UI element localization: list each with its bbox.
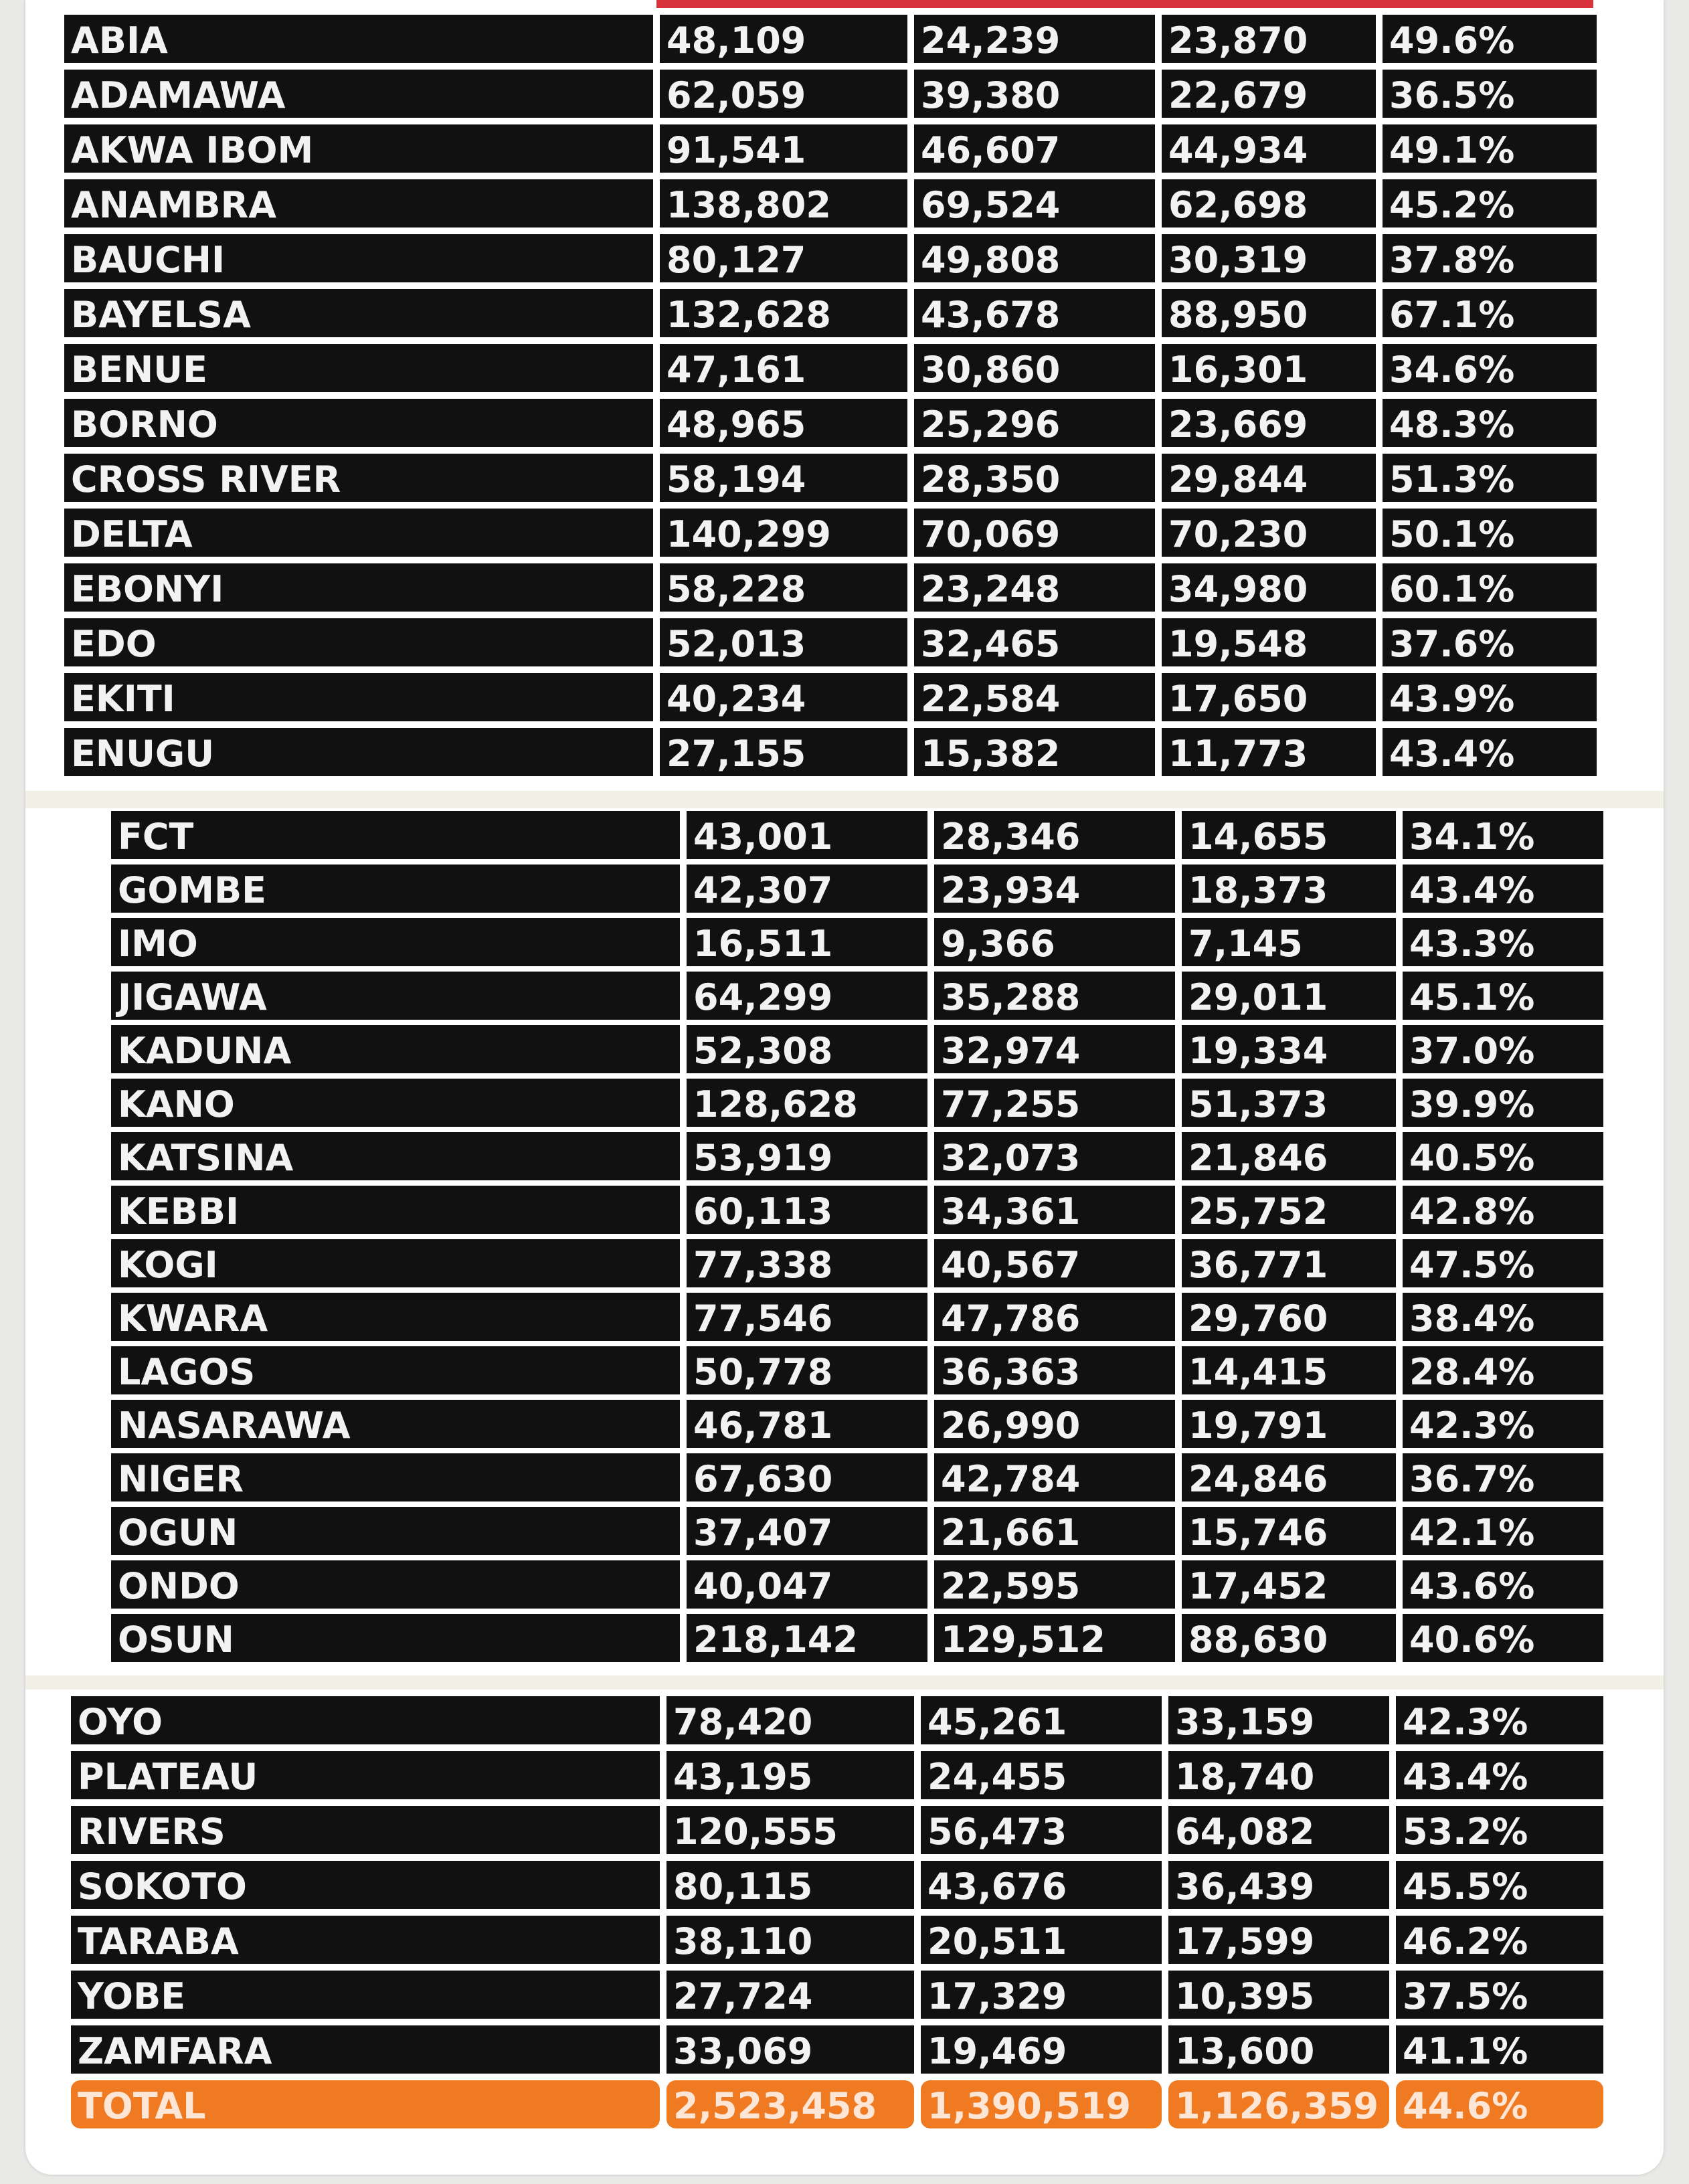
- completed-cell: 2,523,458: [666, 2080, 914, 2128]
- percent-cell: 47.5%: [1403, 1239, 1603, 1287]
- invalid-cell: 36,771: [1182, 1239, 1396, 1287]
- valid-cell: 46,607: [914, 124, 1155, 173]
- completed-cell: 120,555: [666, 1806, 914, 1854]
- table-row: [64, 1916, 1603, 1964]
- state-name-cell: OSUN: [111, 1614, 680, 1662]
- percent-cell: 43.9%: [1383, 673, 1597, 721]
- invalid-cell: 29,011: [1182, 972, 1396, 1020]
- table-row: [64, 1025, 1603, 1073]
- state-name-cell: JIGAWA: [111, 972, 680, 1020]
- table-row: [64, 864, 1603, 913]
- table-row: [64, 1186, 1603, 1234]
- table-row: [64, 1293, 1603, 1341]
- percent-cell: 44.6%: [1396, 2080, 1603, 2128]
- valid-cell: 49,808: [914, 234, 1155, 282]
- invalid-cell: 17,452: [1182, 1560, 1396, 1609]
- table-section-2: [64, 808, 1603, 1675]
- percent-cell: 42.1%: [1403, 1507, 1603, 1555]
- completed-cell: 53,919: [687, 1132, 927, 1180]
- completed-cell: 40,047: [687, 1560, 927, 1609]
- completed-cell: 64,299: [687, 972, 927, 1020]
- invalid-cell: 30,319: [1162, 234, 1376, 282]
- valid-cell: 22,595: [934, 1560, 1175, 1609]
- invalid-cell: 23,669: [1162, 399, 1376, 447]
- percent-cell: 36.5%: [1383, 70, 1597, 118]
- state-name-cell: GOMBE: [111, 864, 680, 913]
- table-row: [64, 563, 1603, 612]
- completed-cell: 47,161: [660, 344, 907, 392]
- invalid-cell: 18,740: [1168, 1751, 1389, 1799]
- invalid-cell: 44,934: [1162, 124, 1376, 173]
- valid-cell: 28,350: [914, 454, 1155, 502]
- state-name-cell: LAGOS: [111, 1346, 680, 1394]
- total-row: [64, 2080, 1603, 2128]
- completed-cell: 60,113: [687, 1186, 927, 1234]
- percent-cell: 46.2%: [1396, 1916, 1603, 1964]
- table-row: [64, 1971, 1603, 2019]
- table-row: [64, 618, 1603, 666]
- completed-cell: 52,308: [687, 1025, 927, 1073]
- state-name-cell: BAUCHI: [64, 234, 653, 282]
- table-row: [64, 1400, 1603, 1448]
- completed-cell: 27,155: [660, 728, 907, 776]
- percent-cell: 28.4%: [1403, 1346, 1603, 1394]
- invalid-cell: 17,650: [1162, 673, 1376, 721]
- state-name-cell: TOTAL: [71, 2080, 660, 2128]
- table-row: [64, 454, 1603, 502]
- table-row: [64, 2025, 1603, 2074]
- valid-cell: 24,455: [921, 1751, 1162, 1799]
- state-name-cell: EKITI: [64, 673, 653, 721]
- invalid-cell: 13,600: [1168, 2025, 1389, 2074]
- valid-cell: 43,678: [914, 289, 1155, 337]
- valid-cell: 43,676: [921, 1861, 1162, 1909]
- state-name-cell: ADAMAWA: [64, 70, 653, 118]
- invalid-cell: 16,301: [1162, 344, 1376, 392]
- table-section-1: [64, 0, 1603, 791]
- valid-cell: 35,288: [934, 972, 1175, 1020]
- completed-cell: 218,142: [687, 1614, 927, 1662]
- state-name-cell: BENUE: [64, 344, 653, 392]
- percent-cell: 38.4%: [1403, 1293, 1603, 1341]
- percent-cell: 50.1%: [1383, 509, 1597, 557]
- completed-cell: 48,109: [660, 15, 907, 63]
- percent-cell: 40.6%: [1403, 1614, 1603, 1662]
- state-name-cell: RIVERS: [71, 1806, 660, 1854]
- percent-cell: 60.1%: [1383, 563, 1597, 612]
- table-section-3: [64, 1690, 1603, 2175]
- completed-cell: 46,781: [687, 1400, 927, 1448]
- percent-cell: 49.6%: [1383, 15, 1597, 63]
- completed-cell: 80,115: [666, 1861, 914, 1909]
- completed-cell: 16,511: [687, 918, 927, 966]
- valid-cell: 34,361: [934, 1186, 1175, 1234]
- table-row: [64, 1453, 1603, 1502]
- state-name-cell: ONDO: [111, 1560, 680, 1609]
- valid-cell: 45,261: [921, 1696, 1162, 1744]
- valid-cell: 25,296: [914, 399, 1155, 447]
- valid-cell: 26,990: [934, 1400, 1175, 1448]
- state-name-cell: CROSS RIVER: [64, 454, 653, 502]
- table-row: [64, 399, 1603, 447]
- invalid-cell: 14,655: [1182, 811, 1396, 859]
- invalid-cell: 29,760: [1182, 1293, 1396, 1341]
- completed-cell: 128,628: [687, 1079, 927, 1127]
- completed-cell: 80,127: [660, 234, 907, 282]
- percent-cell: 37.8%: [1383, 234, 1597, 282]
- state-name-cell: EDO: [64, 618, 653, 666]
- percent-cell: 53.2%: [1396, 1806, 1603, 1854]
- invalid-cell: 21,846: [1182, 1132, 1396, 1180]
- completed-cell: 27,724: [666, 1971, 914, 2019]
- valid-cell: 24,239: [914, 15, 1155, 63]
- valid-cell: 32,073: [934, 1132, 1175, 1180]
- valid-cell: 32,465: [914, 618, 1155, 666]
- table-row: [64, 1507, 1603, 1555]
- table-row: [64, 509, 1603, 557]
- invalid-cell: 33,159: [1168, 1696, 1389, 1744]
- state-name-cell: ANAMBRA: [64, 179, 653, 227]
- valid-cell: 20,511: [921, 1916, 1162, 1964]
- completed-cell: 58,228: [660, 563, 907, 612]
- valid-cell: 1,390,519: [921, 2080, 1162, 2128]
- valid-cell: 17,329: [921, 1971, 1162, 2019]
- percent-cell: 41.1%: [1396, 2025, 1603, 2074]
- invalid-cell: 7,145: [1182, 918, 1396, 966]
- valid-cell: 19,469: [921, 2025, 1162, 2074]
- table-row: [64, 179, 1603, 227]
- invalid-cell: 18,373: [1182, 864, 1396, 913]
- table-row: [64, 1079, 1603, 1127]
- valid-cell: 9,366: [934, 918, 1175, 966]
- invalid-cell: 70,230: [1162, 509, 1376, 557]
- state-name-cell: KOGI: [111, 1239, 680, 1287]
- state-name-cell: SOKOTO: [71, 1861, 660, 1909]
- invalid-cell: 62,698: [1162, 179, 1376, 227]
- completed-cell: 140,299: [660, 509, 907, 557]
- completed-cell: 77,338: [687, 1239, 927, 1287]
- state-name-cell: YOBE: [71, 1971, 660, 2019]
- completed-cell: 43,001: [687, 811, 927, 859]
- invalid-cell: 36,439: [1168, 1861, 1389, 1909]
- invalid-cell: 88,950: [1162, 289, 1376, 337]
- percent-cell: 37.5%: [1396, 1971, 1603, 2019]
- state-name-cell: ZAMFARA: [71, 2025, 660, 2074]
- valid-cell: 15,382: [914, 728, 1155, 776]
- percent-cell: 43.4%: [1396, 1751, 1603, 1799]
- state-name-cell: BORNO: [64, 399, 653, 447]
- completed-cell: 50,778: [687, 1346, 927, 1394]
- percent-cell: 42.3%: [1396, 1696, 1603, 1744]
- table-row: [64, 1751, 1603, 1799]
- completed-cell: 43,195: [666, 1751, 914, 1799]
- completed-cell: 67,630: [687, 1453, 927, 1502]
- completed-cell: 40,234: [660, 673, 907, 721]
- invalid-cell: 24,846: [1182, 1453, 1396, 1502]
- invalid-cell: 11,773: [1162, 728, 1376, 776]
- valid-cell: 69,524: [914, 179, 1155, 227]
- state-name-cell: ENUGU: [64, 728, 653, 776]
- table-row: [64, 673, 1603, 721]
- completed-cell: 78,420: [666, 1696, 914, 1744]
- percent-cell: 37.0%: [1403, 1025, 1603, 1073]
- state-name-cell: KWARA: [111, 1293, 680, 1341]
- completed-cell: 77,546: [687, 1293, 927, 1341]
- table-row: [64, 1132, 1603, 1180]
- invalid-cell: 88,630: [1182, 1614, 1396, 1662]
- completed-cell: 42,307: [687, 864, 927, 913]
- valid-cell: 21,661: [934, 1507, 1175, 1555]
- percent-cell: 43.4%: [1383, 728, 1597, 776]
- table-row: [64, 289, 1603, 337]
- state-name-cell: KADUNA: [111, 1025, 680, 1073]
- state-name-cell: BAYELSA: [64, 289, 653, 337]
- table-row: [64, 1696, 1603, 1744]
- state-name-cell: IMO: [111, 918, 680, 966]
- valid-cell: 40,567: [934, 1239, 1175, 1287]
- invalid-cell: 14,415: [1182, 1346, 1396, 1394]
- percent-cell: 42.3%: [1403, 1400, 1603, 1448]
- table-row: [64, 1560, 1603, 1609]
- invalid-cell: 17,599: [1168, 1916, 1389, 1964]
- valid-cell: 70,069: [914, 509, 1155, 557]
- invalid-cell: 19,334: [1182, 1025, 1396, 1073]
- invalid-cell: 23,870: [1162, 15, 1376, 63]
- valid-cell: 39,380: [914, 70, 1155, 118]
- percent-cell: 43.6%: [1403, 1560, 1603, 1609]
- invalid-cell: 25,752: [1182, 1186, 1396, 1234]
- table-row: [64, 918, 1603, 966]
- completed-cell: 132,628: [660, 289, 907, 337]
- table-row: [64, 811, 1603, 859]
- state-name-cell: FCT: [111, 811, 680, 859]
- table-row: [64, 1346, 1603, 1394]
- percent-cell: 45.5%: [1396, 1861, 1603, 1909]
- percent-cell: 42.8%: [1403, 1186, 1603, 1234]
- completed-cell: 91,541: [660, 124, 907, 173]
- invalid-cell: 34,980: [1162, 563, 1376, 612]
- table-row: [64, 1239, 1603, 1287]
- section-divider: [25, 1675, 1664, 1690]
- valid-cell: 22,584: [914, 673, 1155, 721]
- invalid-cell: 19,791: [1182, 1400, 1396, 1448]
- percent-cell: 67.1%: [1383, 289, 1597, 337]
- valid-cell: 30,860: [914, 344, 1155, 392]
- valid-cell: 23,248: [914, 563, 1155, 612]
- header-strip: [656, 0, 1593, 8]
- state-name-cell: OGUN: [111, 1507, 680, 1555]
- valid-cell: 47,786: [934, 1293, 1175, 1341]
- state-name-cell: DELTA: [64, 509, 653, 557]
- state-name-cell: OYO: [71, 1696, 660, 1744]
- percent-cell: 34.6%: [1383, 344, 1597, 392]
- percent-cell: 34.1%: [1403, 811, 1603, 859]
- table-row: [64, 728, 1603, 776]
- completed-cell: 33,069: [666, 2025, 914, 2074]
- percent-cell: 43.4%: [1403, 864, 1603, 913]
- valid-cell: 23,934: [934, 864, 1175, 913]
- valid-cell: 77,255: [934, 1079, 1175, 1127]
- table-row: [64, 124, 1603, 173]
- invalid-cell: 19,548: [1162, 618, 1376, 666]
- table-row: [64, 70, 1603, 118]
- percent-cell: 48.3%: [1383, 399, 1597, 447]
- state-name-cell: ABIA: [64, 15, 653, 63]
- valid-cell: 32,974: [934, 1025, 1175, 1073]
- percent-cell: 45.1%: [1403, 972, 1603, 1020]
- state-name-cell: PLATEAU: [71, 1751, 660, 1799]
- percent-cell: 43.3%: [1403, 918, 1603, 966]
- table-row: [64, 972, 1603, 1020]
- percent-cell: 40.5%: [1403, 1132, 1603, 1180]
- invalid-cell: 10,395: [1168, 1971, 1389, 2019]
- valid-cell: 129,512: [934, 1614, 1175, 1662]
- state-name-cell: KATSINA: [111, 1132, 680, 1180]
- completed-cell: 38,110: [666, 1916, 914, 1964]
- percent-cell: 51.3%: [1383, 454, 1597, 502]
- valid-cell: 42,784: [934, 1453, 1175, 1502]
- table-row: [64, 1861, 1603, 1909]
- percent-cell: 39.9%: [1403, 1079, 1603, 1127]
- invalid-cell: 51,373: [1182, 1079, 1396, 1127]
- invalid-cell: 64,082: [1168, 1806, 1389, 1854]
- valid-cell: 56,473: [921, 1806, 1162, 1854]
- invalid-cell: 1,126,359: [1168, 2080, 1389, 2128]
- completed-cell: 58,194: [660, 454, 907, 502]
- completed-cell: 48,965: [660, 399, 907, 447]
- percent-cell: 45.2%: [1383, 179, 1597, 227]
- state-name-cell: TARABA: [71, 1916, 660, 1964]
- state-name-cell: AKWA IBOM: [64, 124, 653, 173]
- table-row: [64, 234, 1603, 282]
- valid-cell: 28,346: [934, 811, 1175, 859]
- state-name-cell: NASARAWA: [111, 1400, 680, 1448]
- percent-cell: 37.6%: [1383, 618, 1597, 666]
- table-row: [64, 344, 1603, 392]
- invalid-cell: 22,679: [1162, 70, 1376, 118]
- invalid-cell: 29,844: [1162, 454, 1376, 502]
- completed-cell: 62,059: [660, 70, 907, 118]
- valid-cell: 36,363: [934, 1346, 1175, 1394]
- state-name-cell: EBONYI: [64, 563, 653, 612]
- state-name-cell: KEBBI: [111, 1186, 680, 1234]
- completed-cell: 52,013: [660, 618, 907, 666]
- percent-cell: 36.7%: [1403, 1453, 1603, 1502]
- state-name-cell: NIGER: [111, 1453, 680, 1502]
- completed-cell: 37,407: [687, 1507, 927, 1555]
- section-divider: [25, 791, 1664, 808]
- table-row: [64, 1806, 1603, 1854]
- table-row: [64, 15, 1603, 63]
- table-row: [64, 1614, 1603, 1662]
- state-name-cell: KANO: [111, 1079, 680, 1127]
- percent-cell: 49.1%: [1383, 124, 1597, 173]
- invalid-cell: 15,746: [1182, 1507, 1396, 1555]
- completed-cell: 138,802: [660, 179, 907, 227]
